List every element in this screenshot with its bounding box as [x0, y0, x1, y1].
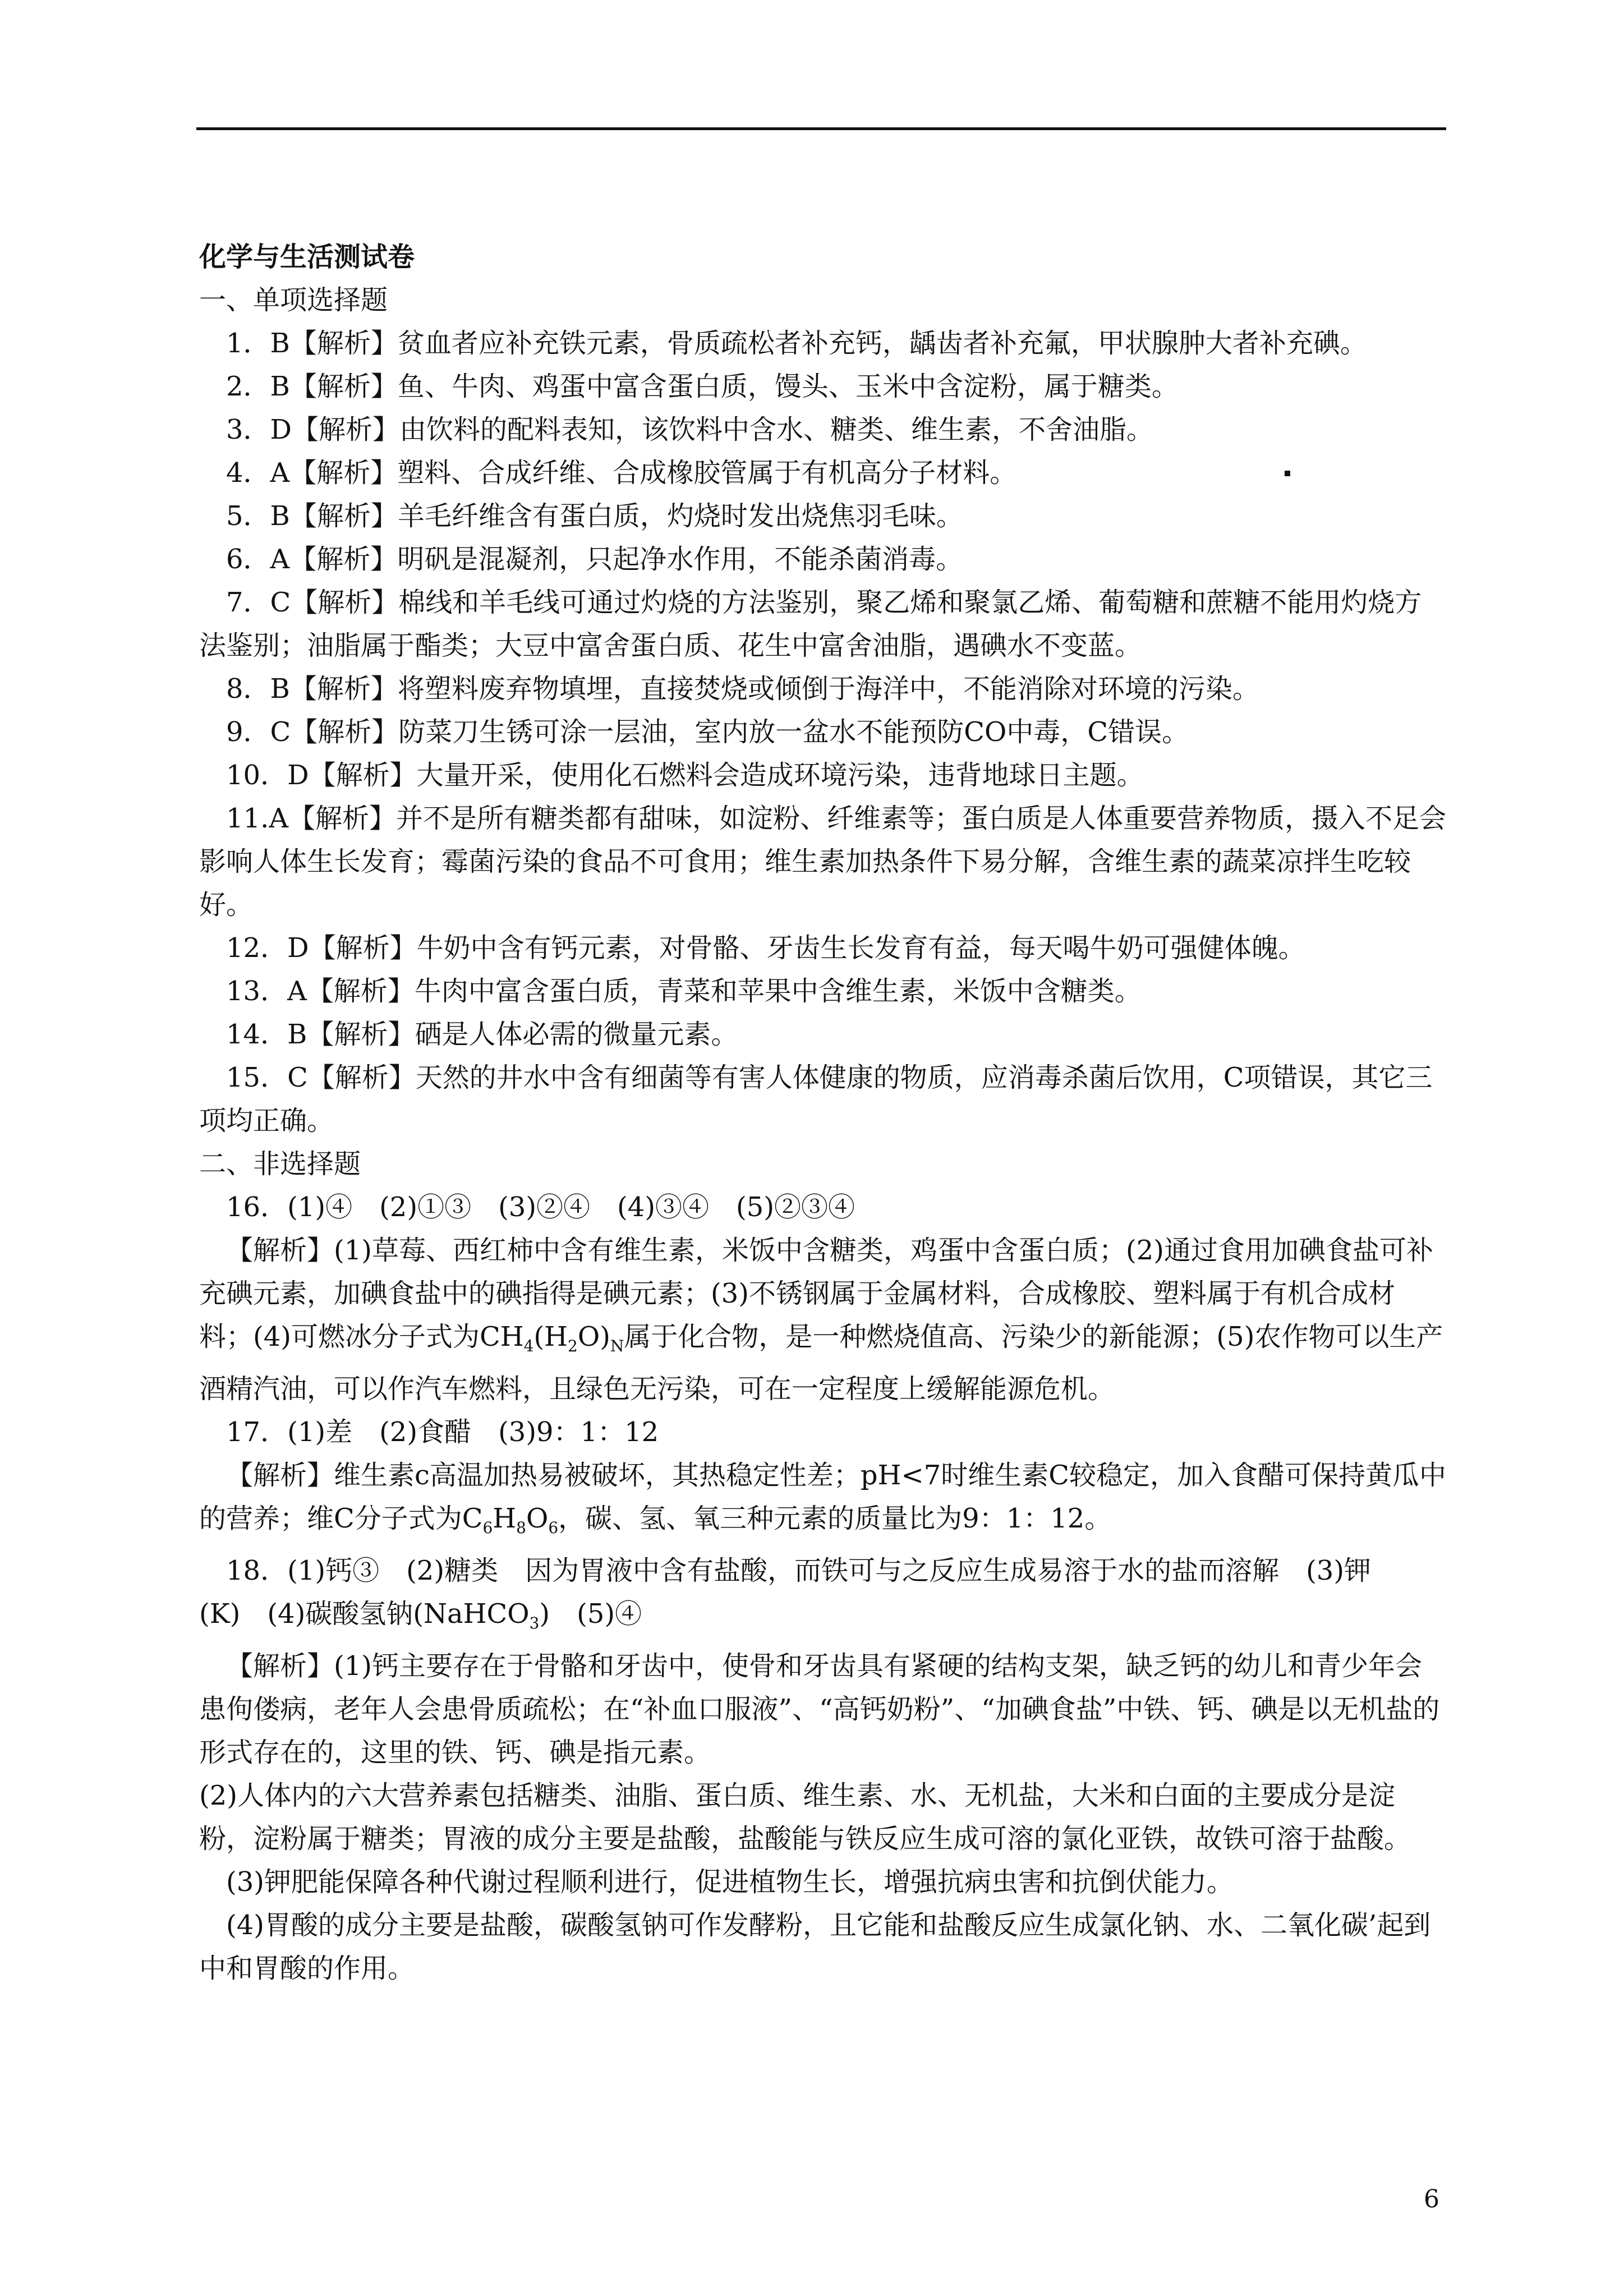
analysis-16-text-d: 属于化合物，是一种燃烧值高、污染少的新能源；(5)农作物可以生产酒精汽油，可以作汽车燃料，且绿色无污染，可在一定程度上缓解能源危机。 [199, 1321, 1443, 1405]
answer-18-sub: 3 [529, 1614, 540, 1632]
page-title: 化学与生活测试卷 [199, 241, 415, 273]
analysis-item-17 [199, 1454, 1447, 1549]
answer-content [199, 236, 1447, 1990]
answer-item-8: 8．B【解析】将塑料废弃物填埋，直接焚烧或倾倒于海洋中，不能消除对环境的污染。 [226, 673, 1259, 705]
analysis-item-18-part-1: 【解析】(1)钙主要存在于骨骼和牙齿中，使骨和牙齿具有紧硬的结构支架，缺乏钙的幼儿和青少年会患佝偻病，老年人会患骨质疏松；在“补血口服液”、“高钙奶粉”、“加碘食盐”中铁、钙、碘是以无机盐的形式存在的，这里的铁、钙、碘是指元素。 [199, 1650, 1440, 1768]
stray-dot-mark [1285, 471, 1290, 476]
analysis-17-sub-3: 6 [548, 1519, 559, 1537]
analysis-17-text-d: ，碳、氢、氧三种元素的质量比为9：1：12。 [558, 1503, 1112, 1534]
answer-item-11: 11.A【解析】并不是所有糖类都有甜味，如淀粉、纤维素等；蛋白质是人体重要营养物质，摄入不足会影响人体生长发育；霉菌污染的食品不可食用；维生素加热条件下易分解，含维生素的蔬菜凉拌生吃较好。 [199, 803, 1447, 921]
analysis-16-text-c: O) [577, 1321, 610, 1352]
answer-item-2: 2．B【解析】鱼、牛肉、鸡蛋中富含蛋白质，馒头、玉米中含淀粉，属于糖类。 [226, 371, 1179, 402]
answer-item-1: 1．B【解析】贫血者应补充铁元素，骨质疏松者补充钙，龋齿者补充氟，甲状腺肿大者补充碘。 [226, 328, 1367, 359]
answer-18-text-b: ) (5)④ [539, 1598, 642, 1630]
answer-item-14: 14．B【解析】硒是人体必需的微量元素。 [226, 1019, 738, 1050]
answer-item-3: 3．D【解析】由饮料的配料表知，该饮料中含水、糖类、维生素，不舍油脂。 [226, 414, 1154, 445]
answer-item-16: 16．(1)④ (2)①③ (3)②④ (4)③④ (5)②③④ [226, 1191, 855, 1223]
answer-item-9: 9．C【解析】防菜刀生锈可涂一层油，室内放一盆水不能预防CO中毒，C错误。 [226, 716, 1189, 748]
answer-18-text-a: (K) (4)碳酸氢钠(NaHCO [199, 1598, 530, 1630]
answer-item-10: 10．D【解析】大量开采，使用化石燃料会造成环境污染，违背地球日主题。 [226, 760, 1144, 791]
answer-item-15: 15．C【解析】天然的井水中含有细菌等有害人体健康的物质，应消毒杀菌后饮用，C项错误，其它三项均正确。 [199, 1062, 1433, 1137]
analysis-17-text-c: O [526, 1503, 549, 1534]
answer-item-7: 7．C【解析】棉线和羊毛线可通过灼烧的方法鉴别，聚乙烯和聚氯乙烯、葡萄糖和蔗糖不能用灼烧方法鉴别；油脂属于酯类；大豆中富舍蛋白质、花生中富舍油脂，遇碘水不变蓝。 [199, 587, 1422, 661]
analysis-item-18-part-3: (3)钾肥能保障各种代谢过程顺利进行，促进植物生长，增强抗病虫害和抗倒伏能力。 [226, 1866, 1234, 1898]
answer-item-6: 6．A【解析】明矾是混凝剂，只起净水作用，不能杀菌消毒。 [226, 544, 963, 575]
analysis-item-18-part-2: (2)人体内的六大营养素包括糖类、油脂、蛋白质、维生素、水、无机盐，大米和白面的主要成分是淀粉，淀粉属于糖类；胃液的成分主要是盐酸，盐酸能与铁反应生成可溶的氯化亚铁，故铁可溶于盐酸。 [199, 1780, 1411, 1855]
analysis-17-text-a: 【解析】维生素c高温加热易被破坏，其热稳定性差；pH<7时维生素C较稳定，加入食醋可保持黄瓜中的营养；维C分子式为C [199, 1460, 1446, 1534]
header-rule [196, 127, 1446, 130]
answer-item-12: 12．D【解析】牛奶中含有钙元素，对骨骼、牙齿生长发育有益，每天喝牛奶可强健体魄。 [226, 932, 1305, 964]
analysis-17-sub-2: 8 [516, 1519, 526, 1537]
analysis-item-18-part-4: (4)胃酸的成分主要是盐酸，碳酸氢钠可作发酵粉，且它能和盐酸反应生成氯化钠、水、二氧化碳’起到中和胃酸的作用。 [199, 1910, 1431, 1984]
section-heading-non-choice: 二、非选择题 [199, 1148, 361, 1180]
analysis-17-sub-1: 6 [482, 1519, 493, 1537]
answer-item-18-continued [199, 1593, 1447, 1645]
answer-item-5: 5．B【解析】羊毛纤维含有蛋白质，灼烧时发出烧焦羽毛味。 [226, 500, 963, 532]
page-number: 6 [1424, 2185, 1439, 2214]
answer-item-18: 18．(1)钙③ (2)糖类 因为胃液中含有盐酸，而铁可与之反应生成易溶于水的盐而溶解 (3)钾 [226, 1555, 1372, 1586]
analysis-16-sub-3: N [610, 1337, 624, 1355]
analysis-16-text-b: (H [533, 1321, 568, 1352]
analysis-16-sub-2: 2 [568, 1337, 578, 1355]
answer-item-13: 13．A【解析】牛肉中富含蛋白质，青菜和苹果中含维生素，米饭中含糖类。 [226, 976, 1142, 1007]
analysis-item-16 [199, 1229, 1447, 1411]
section-heading-single-choice: 一、单项选择题 [199, 284, 388, 316]
answer-item-4: 4．A【解析】塑料、合成纤维、合成橡胶管属于有机高分子材料。 [226, 457, 1017, 489]
analysis-17-text-b: H [493, 1503, 517, 1534]
answer-item-17: 17．(1)差 (2)食醋 (3)9：1：12 [226, 1416, 659, 1448]
analysis-16-text-a: 【解析】(1)草莓、西红柿中含有维生素，米饭中含糖类，鸡蛋中含蛋白质；(2)通过食用加碘食盐可补充碘元素，加碘食盐中的碘指得是碘元素；(3)不锈钢属于金属材料，合成橡胶、塑料属于有机合成材料；(4)可燃冰分子式为CH [199, 1235, 1433, 1352]
analysis-16-sub-1: 4 [523, 1337, 534, 1355]
